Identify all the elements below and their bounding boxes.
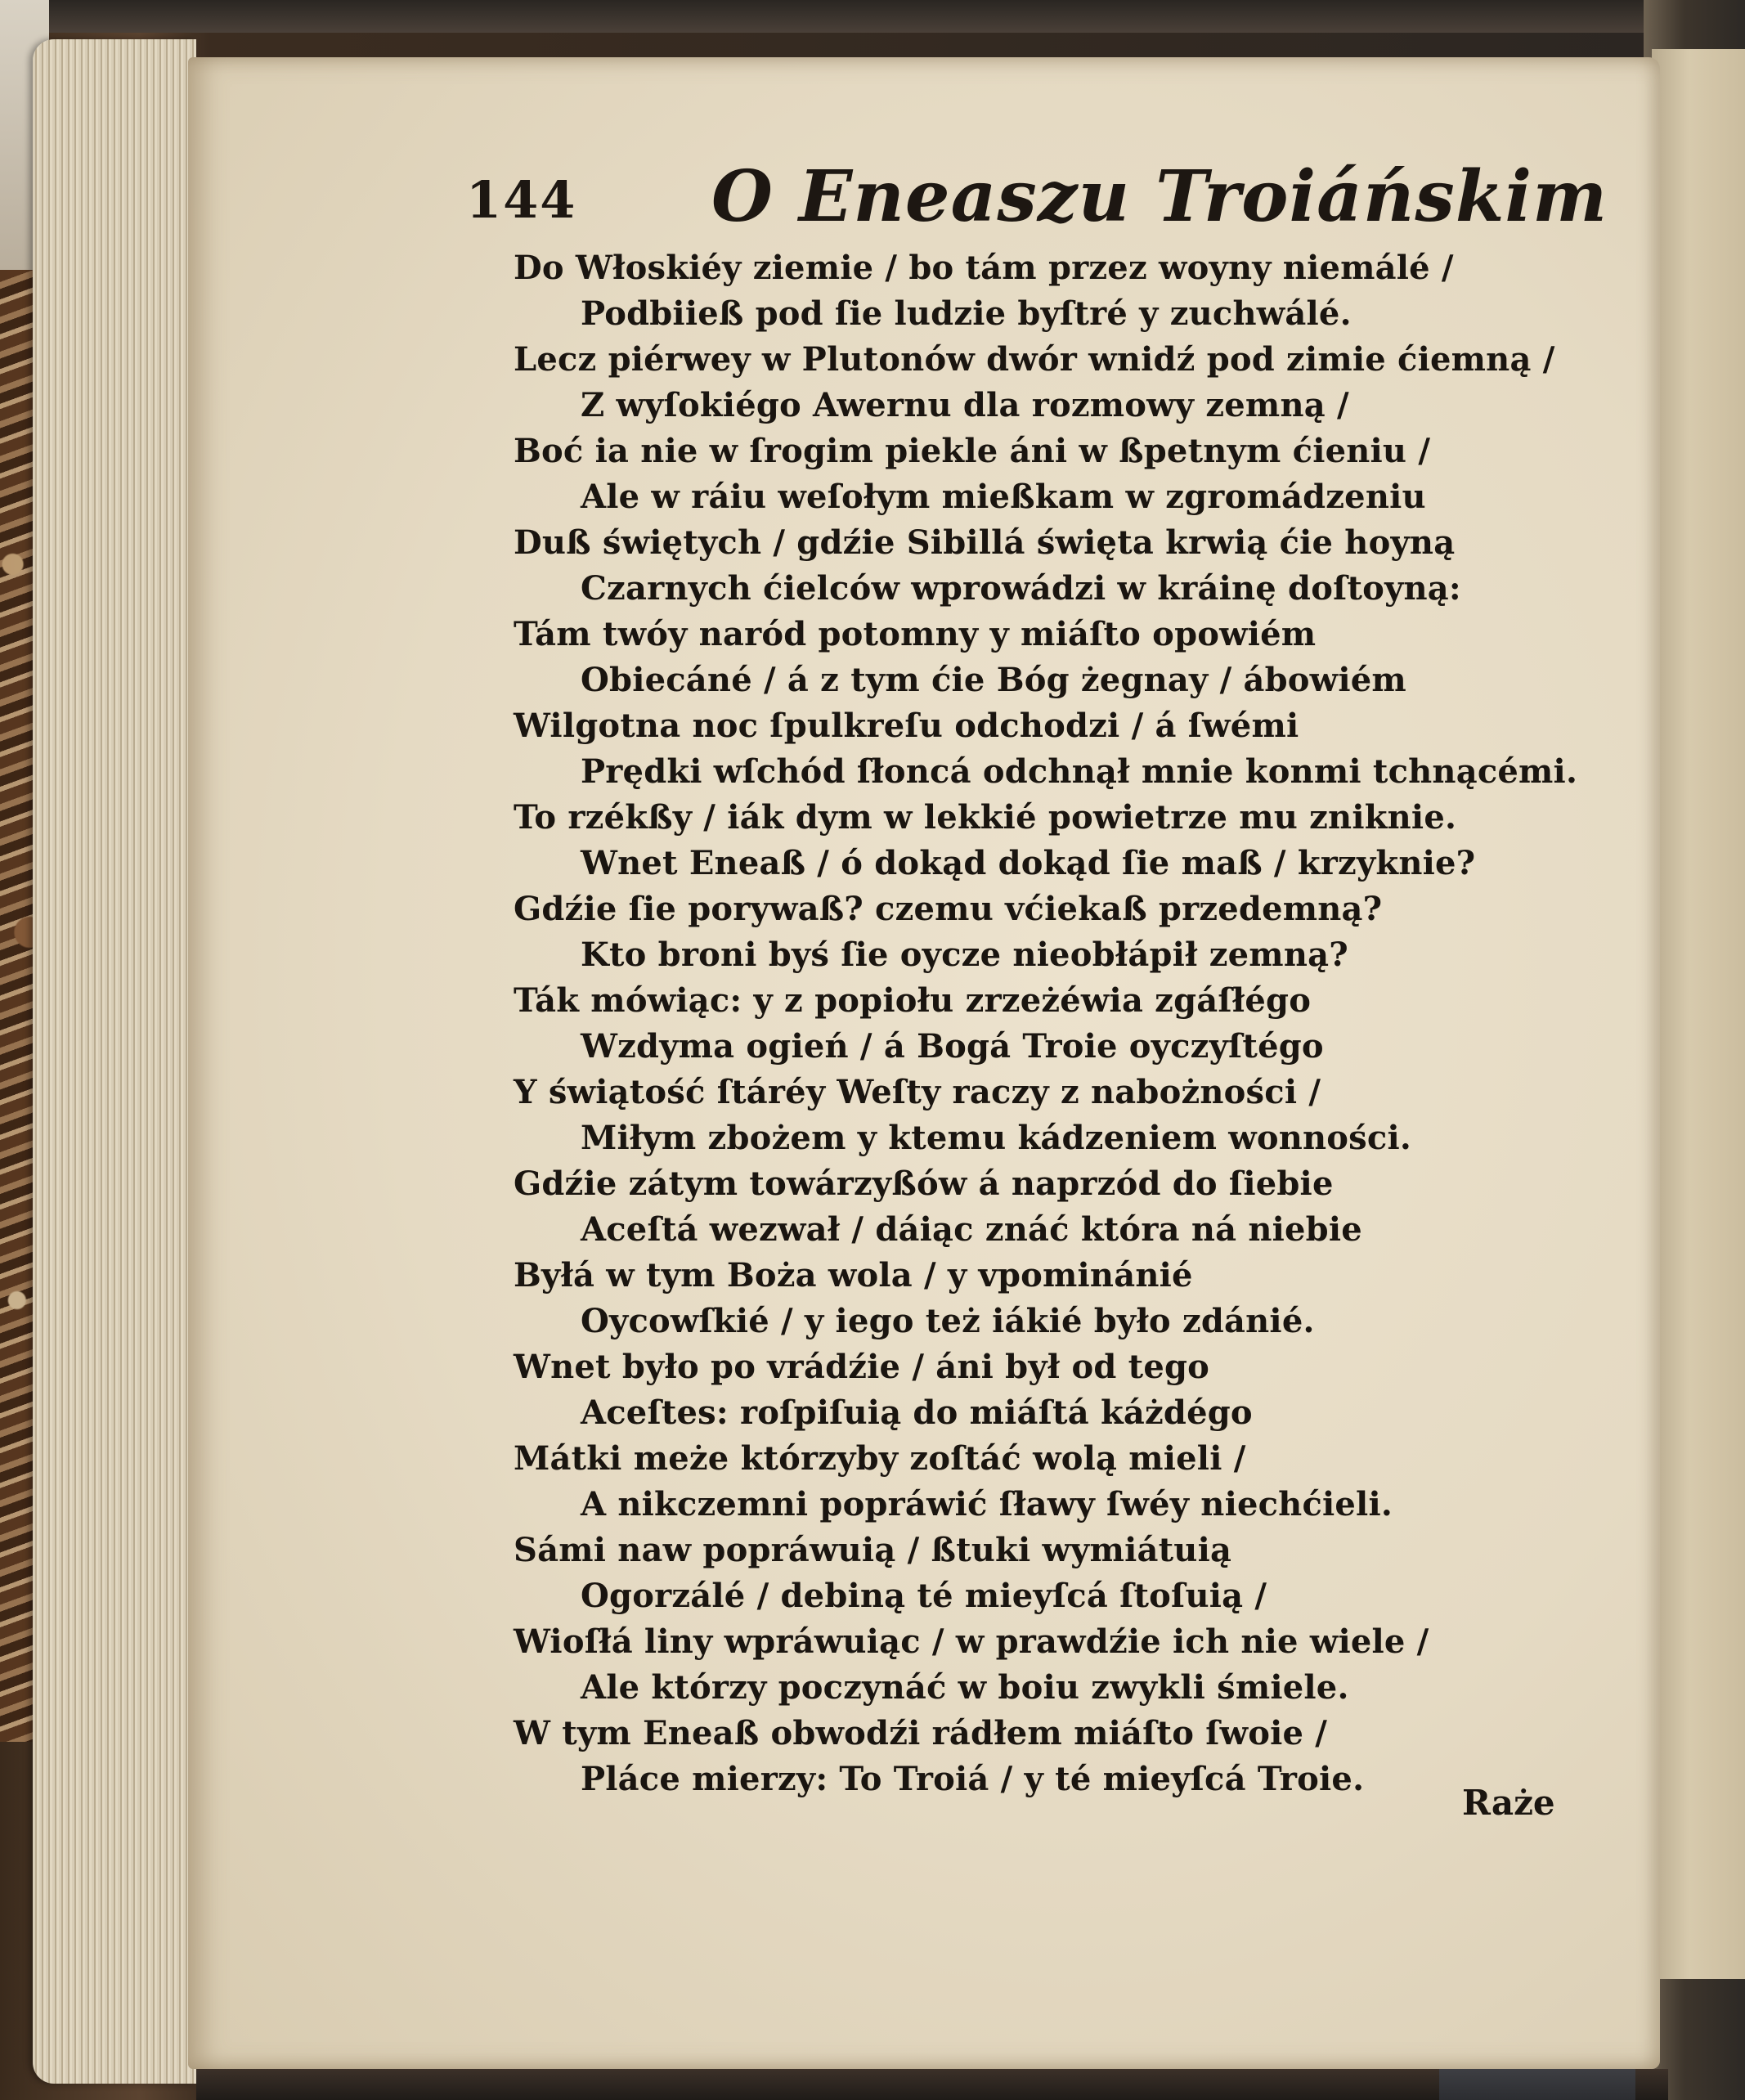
verse-line: Ogorzálé / debiną té mieyſcá ſtoſuią / [581, 1577, 1267, 1615]
verse-line: Sámi naw popráwuią / ßtuki wymiátuią [514, 1531, 1232, 1569]
page-header [466, 155, 1608, 245]
verse-text-block [514, 245, 1578, 1802]
facing-page-sliver [1652, 49, 1745, 1979]
verse-line: Wzdyma ogień / á Bogá Troie oyczyſtégo [581, 1027, 1324, 1066]
verse-line: Do Włoskiéy ziemie / bo tám przez woyny niemálé / [514, 249, 1454, 287]
verse-line: Prędki wſchód ſłoncá odchnął mnie konmi tchnącémi. [581, 752, 1578, 791]
verse-line: Wnet było po vrádźie / áni był od tego [514, 1348, 1210, 1386]
verse-line: Tám twóy naród potomny y miáſto opowiém [514, 615, 1317, 653]
verse-line: Pláce mierzy: To Troiá / y té mieyſcá Troie. [581, 1760, 1365, 1798]
verse-line: Gdźie ſie porywaß? czemu vćiekaß przedemną? [514, 890, 1383, 928]
verse-line: A nikczemni popráwić ſławy ſwéy niechćieli. [581, 1485, 1393, 1523]
verse-line: Ale w ráiu weſołym mießkam w zgromádzeniu [581, 478, 1426, 516]
verse-line: Wioſłá liny wpráwuiąc / w prawdźie ich nie wiele / [514, 1622, 1429, 1661]
verse-line: Miłym zbożem y ktemu kádzeniem wonności. [581, 1119, 1411, 1157]
verse-line: Boć ia nie w ſrogim piekle áni w ßpetnym ćieniu / [514, 432, 1431, 470]
verse-line: Ták mówiąc: y z popiołu zrzeżéwia zgáſłégo [514, 981, 1312, 1020]
verse-line: Czarnych ćielców wprowádzi w kráinę doſtoyną: [581, 569, 1461, 608]
verse-line: Gdźie zátym towárzyßów á naprzód do ſiebie [514, 1164, 1334, 1203]
verse-line: Kto broni byś ſie oycze nieobłápił zemną? [581, 936, 1348, 974]
verse-line: W tym Eneaß obwodźi rádłem miáſto ſwoie / [514, 1714, 1328, 1752]
verse-line: Wilgotna noc ſpulkreſu odchodzi / á ſwémi [514, 707, 1299, 745]
catchword: Raże [1462, 1783, 1555, 1823]
verse-line: Wnet Eneaß / ó dokąd dokąd ſie maß / krzyknie? [581, 844, 1476, 882]
verse-line: Mátki meże którzyby zoſtáć wolą mieli / [514, 1439, 1246, 1478]
verse-line: Oycowſkié / y iego też iákié było zdánié. [581, 1302, 1315, 1340]
verse-line: Obiecáné / á z tym ćie Bóg żegnay / ábowiém [581, 661, 1406, 699]
verse-line: Duß świętych / gdźie Sibillá święta krwią ćie hoyną [514, 523, 1456, 562]
top-dark-edge [0, 0, 1745, 33]
verse-line: Y świątość ſtáréy Weſty raczy z nabożności / [514, 1073, 1321, 1111]
running-title: O Eneaszu Troiáńskim [711, 155, 1608, 238]
verse-line: Z wyſokiégo Awernu dla rozmowy zemną / [581, 386, 1349, 424]
verse-line: Byłá w tym Boża wola / y vpominánié [514, 1256, 1193, 1295]
verse-line: Podbiieß pod ſie ludzie byſtré y zuchwálé. [581, 294, 1352, 333]
verse-line: Aceſtá wezwał / dáiąc znáć która ná niebie [581, 1210, 1362, 1249]
verse-line: Ale którzy poczynáć w boiu zwykli śmiele. [581, 1668, 1349, 1707]
page-number: 144 [466, 170, 577, 230]
verse-line: To rzékßy / iák dym w lekkié powietrze mu zniknie. [514, 798, 1457, 837]
verse-line: Lecz piérwey w Plutonów dwór wnidź pod zimie ćiemną / [514, 340, 1555, 379]
verse-line: Aceſtes: roſpiſuią do miáſtá káżdégo [581, 1393, 1253, 1432]
page-stack-edge [33, 39, 196, 2084]
